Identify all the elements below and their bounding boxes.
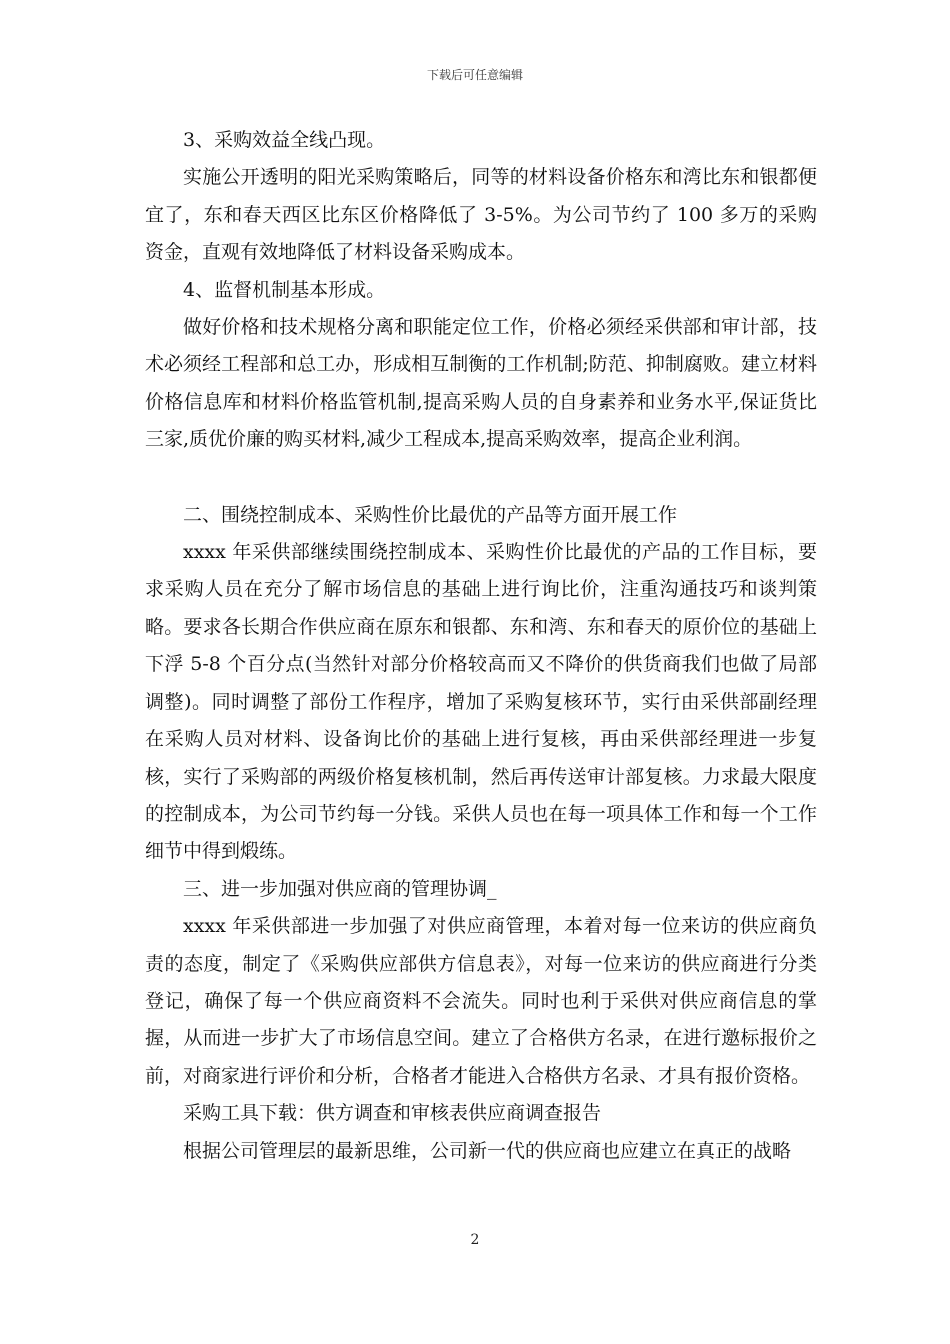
page-header: 下载后可任意编辑 bbox=[426, 68, 523, 82]
section-heading-supervision-mechanism: 4、监督机制基本形成。 bbox=[183, 278, 386, 301]
section-heading-procurement-tools: 采购工具下载：供方调查和审核表供应商调查报告 bbox=[183, 1102, 602, 1125]
page-number: 2 bbox=[470, 1232, 480, 1248]
paragraph-cost-control: xxxx 年采供部继续围绕控制成本、采购性价比最优的产品的工作目标，要求采购人员在充分了解市场信息的基础上进行询比价，注重沟通技巧和谈判策略。要求各长期合作供应商在原东和银都、东和湾、东和春天的原价位的基础上下浮 5-8 个百分点(当然针对部分价格较高而又不降价的供货商我们也做了局部调整)。同时调整了部份工作程序，增加了采购复核环节，实行由采供部副经理在采购人员对材料、设备询比价的基础上进行复核，再由采供部经理进一步复核，实行了采购部的两级价格复核机制，然后再传送审计部复核。力求最大限度的控制成本，为公司节约每一分钱。采供人员也在每一项具体工作和每一个工作细节中得到煅练。 bbox=[145, 541, 817, 863]
paragraph-supplier-management: xxxx 年采供部进一步加强了对供应商管理，本着对每一位来访的供应商负责的态度，制定了《采购供应部供方信息表》，对每一位来访的供应商进行分类登记，确保了每一个供应商资料不会流失。同时也利于采供对供应商信息的掌握，从而进一步扩大了市场信息空间。建立了合格供方名录，在进行邀标报价之前，对商家进行评价和分析，合格者才能进入合格供方名录、才具有报价资格。 bbox=[145, 915, 817, 1087]
section-heading-supplier-management: 三、进一步加强对供应商的管理协调_ bbox=[183, 877, 497, 900]
section-heading-cost-control: 二、围绕控制成本、采购性价比最优的产品等方面开展工作 bbox=[183, 503, 678, 526]
document-body bbox=[145, 122, 817, 1170]
paragraph-procurement-benefits: 实施公开透明的阳光采购策略后，同等的材料设备价格东和湾比东和银都便宜了，东和春天西区比东区价格降低了 3-5%。为公司节约了 100 多万的采购资金，直观有效地降低了材料设备采购成本。 bbox=[145, 166, 817, 264]
paragraph-supplier-strategy: 根据公司管理层的最新思维，公司新一代的供应商也应建立在真正的战略 bbox=[183, 1139, 792, 1162]
paragraph-spacer bbox=[145, 459, 817, 497]
paragraph-supervision-mechanism: 做好价格和技术规格分离和职能定位工作，价格必须经采供部和审计部，技术必须经工程部和总工办，形成相互制衡的工作机制;防范、抑制腐败。建立材料价格信息库和材料价格监管机制,提高采购人员的自身素养和业务水平,保证货比三家,质优价廉的购买材料,减少工程成本,提高采购效率，提高企业利润。 bbox=[145, 316, 817, 451]
section-heading-procurement-benefits: 3、采购效益全线凸现。 bbox=[183, 129, 386, 151]
